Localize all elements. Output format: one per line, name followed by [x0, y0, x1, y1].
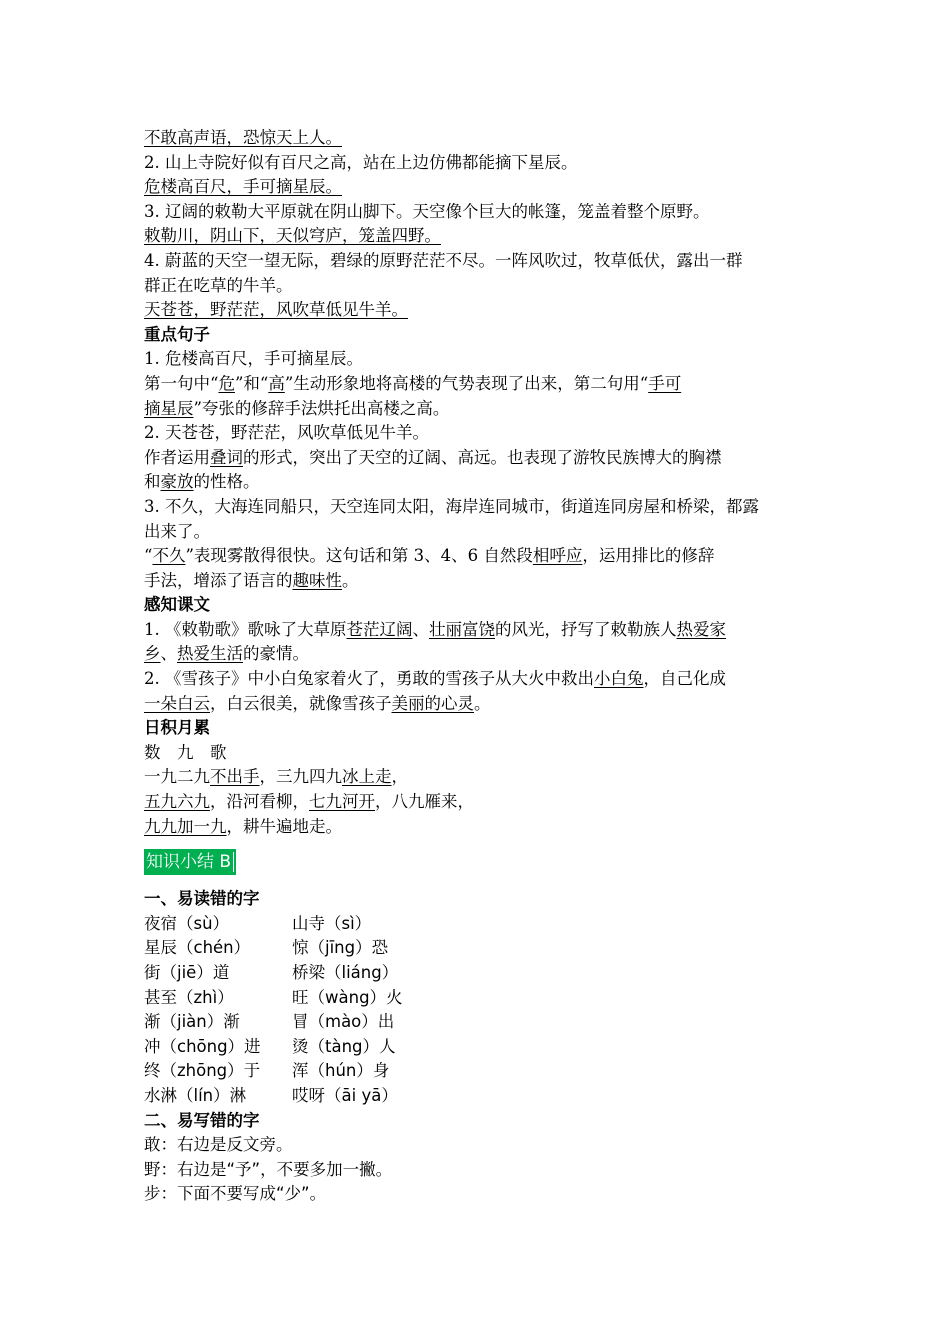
poem-line	[144, 765, 824, 790]
pinyin-item: 终（zhōng）于	[144, 1061, 261, 1081]
note-text: ，	[391, 767, 408, 787]
daily-heading: 日积月累	[144, 718, 210, 738]
easy-read-heading: 一、易读错的字	[144, 889, 260, 909]
note-text: 和	[144, 472, 161, 492]
blank-answer: 高	[268, 373, 285, 393]
blank-answer: 乡	[144, 644, 161, 664]
blank-answer: 冰上走	[342, 767, 392, 787]
note-text: ，自己化成	[643, 669, 726, 689]
pinyin-item: 甚至（zhì）	[144, 987, 234, 1007]
blank-answer: 苍茫辽阔	[346, 619, 413, 639]
poem-line-answer	[144, 298, 824, 323]
note-text: 的性格。	[193, 472, 260, 492]
answer-text: 不敢高声语，恐惊天上人。	[144, 128, 342, 147]
blank-answer: 相呼应	[532, 546, 583, 566]
blank-answer: 五九六九	[144, 792, 210, 812]
pinyin-item: 夜宿（sù）	[144, 913, 230, 933]
note-text: ”和“	[234, 373, 269, 393]
blank-answer: 趣味性	[292, 570, 342, 590]
poem-line-answer	[144, 175, 824, 200]
sentence-note-cont	[144, 397, 824, 422]
blank-answer: 手可	[648, 373, 682, 393]
blank-answer: 热爱生活	[177, 644, 243, 664]
answer-text: 敕勒川，阴山下，天似穹庐，笼盖四野。	[144, 226, 441, 246]
poem-line	[144, 790, 824, 815]
blank-answer: 豪放	[160, 472, 194, 492]
note-text: 的豪情。	[243, 644, 309, 664]
blank-answer: 不出手	[210, 767, 260, 787]
note-text: “	[144, 546, 153, 566]
perceive-item-cont	[144, 642, 824, 667]
blank-answer: 美丽的心灵	[391, 693, 474, 713]
blank-answer: 壮丽富饶	[429, 619, 495, 639]
note-text: 手法，增添了语言的	[144, 570, 293, 590]
note-text: ，白云很美，就像雪孩子	[210, 693, 392, 713]
exercise-item-cont: 群正在吃草的牛羊。	[144, 275, 293, 295]
poem-title: 数 九 歌	[144, 742, 227, 762]
note-text: 、	[160, 644, 177, 664]
exercise-item: 2. 山上寺院好似有百尺之高，站在上边仿佛都能摘下星辰。	[144, 152, 578, 172]
exercise-item: 3. 辽阔的敕勒大平原就在阴山脚下。天空像个巨大的帐篷，笼盖着整个原野。	[144, 201, 710, 221]
note-text: 第一句中“	[144, 373, 219, 393]
key-sentence: 1. 危楼高百尺，手可摘星辰。	[144, 349, 363, 369]
pinyin-item: 旺（wàng）火	[292, 987, 403, 1007]
section-b-label: 知识小结 B	[144, 849, 236, 875]
note-text: 。	[474, 693, 491, 713]
note-text: 2. 《雪孩子》中小白兔家着火了，勇敢的雪孩子从大火中救出	[144, 669, 594, 689]
blank-answer: 七九河开	[309, 792, 375, 812]
exercise-item: 4. 蔚蓝的天空一望无际，碧绿的原野茫茫不尽。一阵风吹过，牧草低伏，露出一群	[144, 250, 743, 270]
key-sentence: 2. 天苍苍，野茫茫，风吹草低见牛羊。	[144, 423, 429, 443]
blank-answer: 摘星辰	[144, 398, 194, 418]
blank-answer: 叠词	[210, 447, 243, 467]
note-text: ，三九四九	[259, 767, 342, 787]
easy-write-heading: 二、易写错的字	[144, 1110, 260, 1130]
note-text: 作者运用	[144, 447, 210, 467]
perceive-item	[144, 667, 824, 692]
note-text: 的风光，抒写了敕勒族人	[495, 619, 677, 639]
blank-answer: 小白兔	[594, 669, 644, 689]
pinyin-item: 水淋（lín）淋	[144, 1085, 247, 1105]
note-text: ”生动形象地将高楼的气势表现了出来，第二句用“	[284, 373, 649, 393]
note-text: ，耕牛遍地走。	[226, 816, 342, 836]
note-text: ，八九雁来，	[375, 792, 474, 812]
perceive-item	[144, 618, 824, 643]
answer-text: 危楼高百尺，手可摘星辰。	[144, 177, 342, 197]
key-sentence-cont: 出来了。	[144, 521, 210, 541]
document-page	[144, 126, 824, 1207]
sentence-note	[144, 446, 824, 471]
pinyin-item: 星辰（chén）	[144, 938, 251, 958]
note-text: ”夸张的修辞手法烘托出高楼之高。	[193, 398, 450, 418]
blank-answer: 热爱家	[676, 619, 726, 639]
sentence-note-cont	[144, 569, 824, 594]
perceive-heading: 感知课文	[144, 595, 210, 615]
poem-line	[144, 815, 824, 840]
pinyin-item: 冲（chōng）进	[144, 1036, 261, 1056]
easy-write-item: 野：右边是“予”，不要多加一撇。	[144, 1159, 393, 1179]
blank-answer: 一朵白云	[144, 693, 210, 713]
pinyin-item: 冒（mào）出	[292, 1012, 395, 1032]
note-text: 1. 《敕勒歌》歌咏了大草原	[144, 619, 347, 639]
poem-line-answer	[144, 224, 824, 249]
pinyin-item: 浑（hún）身	[292, 1061, 390, 1081]
note-text: 一九二九	[144, 767, 210, 787]
note-text: 。	[342, 570, 359, 590]
pinyin-item: 渐（jiàn）渐	[144, 1012, 240, 1032]
blank-answer: 不久	[152, 546, 186, 566]
blank-answer: 危	[218, 373, 235, 393]
sentence-note-cont	[144, 470, 824, 495]
pinyin-item: 桥梁（liáng）	[292, 963, 399, 982]
easy-write-item: 敢：右边是反文旁。	[144, 1135, 293, 1155]
note-text: ”表现雾散得很快。这句话和第 3、4、6 自然段	[185, 546, 533, 566]
pinyin-item: 烫（tàng）人	[292, 1036, 396, 1056]
note-text: ，沿河看柳，	[210, 792, 309, 812]
key-sentence: 3. 不久，大海连同船只，天空连同太阳，海岸连同城市，街道连同房屋和桥梁，都露	[144, 496, 759, 516]
perceive-item-cont	[144, 692, 824, 717]
easy-read-table	[144, 912, 824, 1109]
pinyin-item: 街（jiē）道	[144, 963, 230, 982]
key-sentences-heading: 重点句子	[144, 324, 210, 344]
answer-text: 天苍苍，野茫茫，风吹草低见牛羊。	[144, 300, 408, 320]
easy-write-item: 步：下面不要写成“少”。	[144, 1184, 327, 1204]
pinyin-item: 惊（jīng）恐	[292, 938, 389, 958]
note-text: 、	[412, 619, 429, 639]
blank-answer: 九九加一九	[144, 816, 227, 836]
pinyin-item: 山寺（sì）	[292, 913, 372, 933]
note-text: ，运用排比的修辞	[582, 546, 715, 566]
pinyin-item: 哎呀（āi yā）	[292, 1085, 398, 1105]
note-text: 的形式，突出了天空的辽阔、高远。也表现了游牧民族博大的胸襟	[243, 447, 722, 467]
poem-line-answer	[144, 126, 824, 151]
section-b-banner	[144, 839, 824, 887]
sentence-note	[144, 372, 824, 397]
sentence-note	[144, 544, 824, 569]
